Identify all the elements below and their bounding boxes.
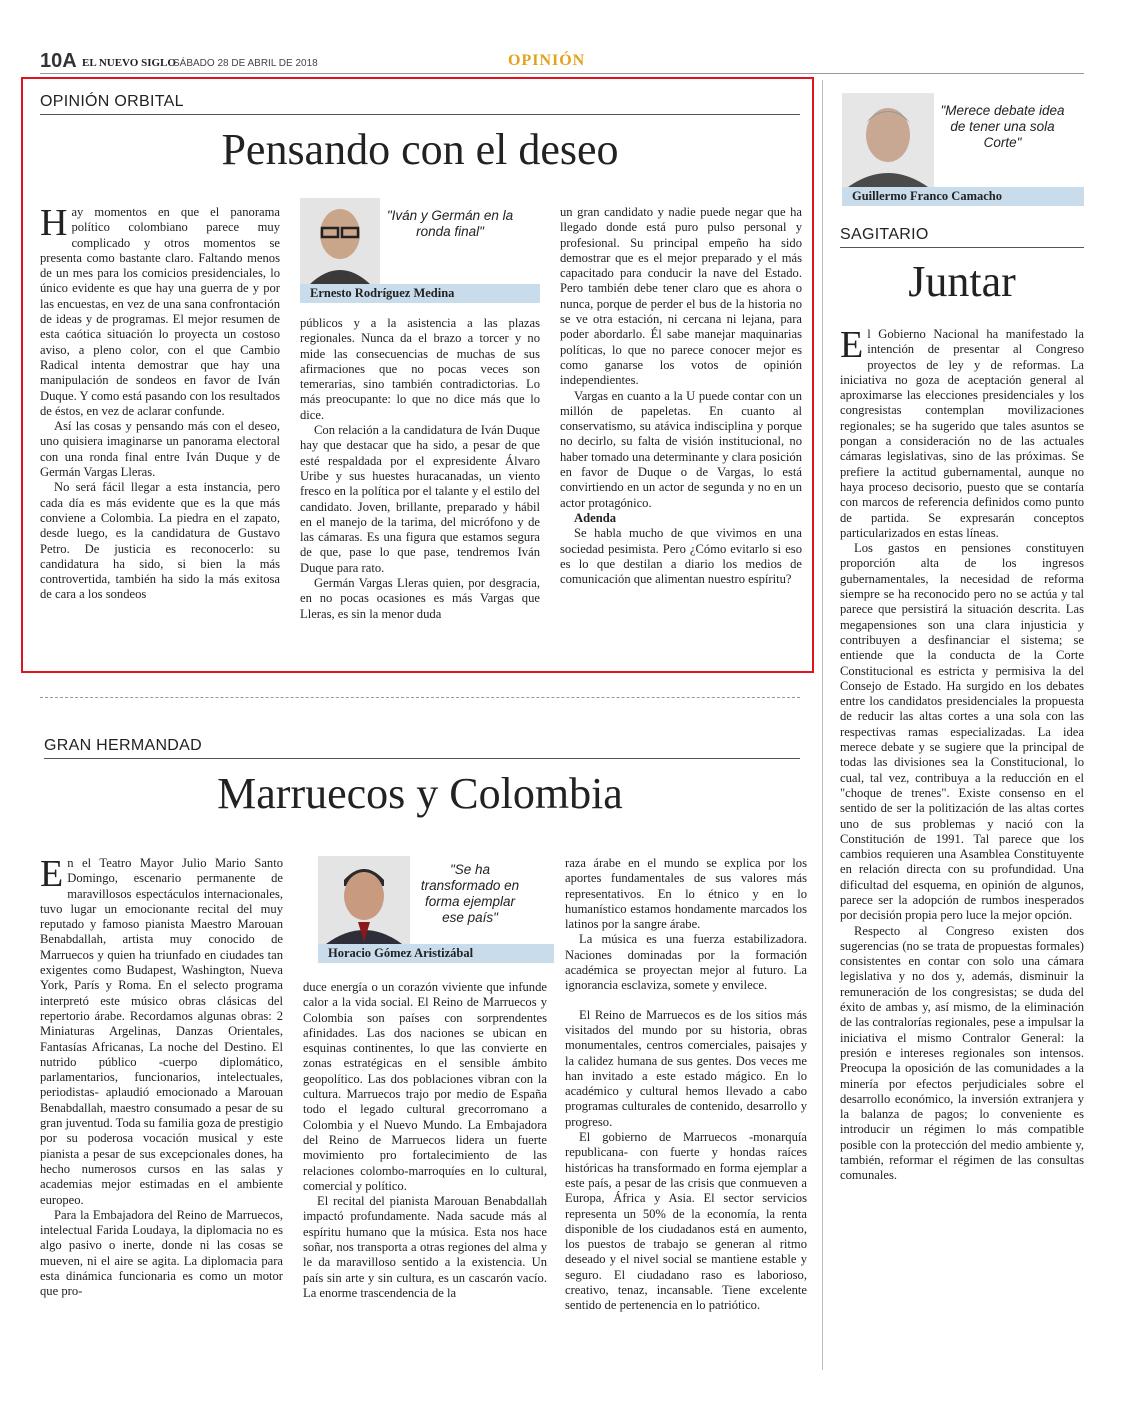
article2-kicker: GRAN HERMANDAD (44, 737, 202, 754)
adenda-heading: Adenda (574, 510, 616, 525)
article3-headline: Juntar (908, 257, 1016, 306)
paragraph: La música es una fuerza estabilizadora. Naciones dominadas por la formación académica se proyectan mejor al futuro. La ignorancia esclaviza, somete y envilece. (565, 932, 807, 993)
section-title: OPINIÓN (508, 52, 586, 69)
article2-column-2 (303, 980, 547, 1350)
portrait-graphic (842, 93, 934, 187)
article3-column (840, 327, 1084, 1362)
paragraph: Los gastos en pensiones constituyen proporción alta de los ingresos gubernamentales, la necesidad de reforma siempre se ha reconocido pero no se actúa y tal parece que persistirá la situación descrita. Las megapensiones son una clara injusticia y contribuyen a desfinanciar el sistema; se entiende que la conducta de la Corte Constitucional es estricta y permisiva la del Consejo de Estado. Ha surgido en los debates entre los candidatos presidenciales la propuesta de reducir las altas cortes a una sola con las respectivas ramas especializadas. La idea merece debate y se sugiere que la principal de todas las divisiones sea la Constitucional, lo cual, tal vez, contribuya a la reducción en el "choque de trenes". Existe consenso en el sentido de ser la politización de las altas cortes uno de sus problemas y nació con la Constitución de 1991. Tal parece que los cambios requieren una Asamblea Constituyente en relación directa con su profundidad. Una dificultad del esquema, en opinión de algunos, parece ser la adopción de rumbos inesperados por decisión propia pero luce la mejor opción. (840, 541, 1084, 923)
article3-author: Guillermo Franco Camacho (842, 187, 1084, 206)
author-photo (842, 93, 934, 187)
article1-pull-quote: "Iván y Germán en la ronda final" (386, 208, 514, 239)
portrait-graphic (318, 856, 410, 944)
portrait-graphic (300, 198, 380, 284)
article2-headline: Marruecos y Colombia (217, 769, 623, 818)
paragraph: Germán Vargas Lleras quien, por desgracia, en no pocas ocasiones es más Vargas que Lleras, es sin la menor duda (300, 576, 540, 621)
paragraph: Para la Embajadora del Reino de Marruecos, intelectual Farida Loudaya, la diplomacia no es algo pasivo o inerte, donde ni las cosas se mueven, ni el aire se agita. La diplomacia para esta dinámica funcionaria es como un motor que pro- (40, 1207, 283, 1299)
paragraph: Así las cosas y pensando más con el deseo, uno quisiera imaginarse un panorama electoral con una ronda final entre Iván Duque y de Germán Vargas Lleras. (40, 419, 280, 480)
column-rule (822, 80, 823, 1370)
article2-column-1 (40, 856, 283, 1350)
masthead-rule (40, 73, 1084, 74)
article1-column-1 (40, 205, 280, 657)
author-photo (300, 198, 380, 284)
article1-headline: Pensando con el deseo (221, 125, 619, 174)
article1-author: Ernesto Rodríguez Medina (300, 284, 540, 303)
section-divider (40, 697, 800, 698)
paragraph: El recital del pianista Marouan Benabdallah impactó profundamente. Nada sacude más al espíritu humano que la música. Esta nos hace soñar, nos transporta a otras regiones del alma y le da maravilloso sentido a la existencia. Un país sin arte y sin cultura, es un cascarón vacío. La enorme trascendencia de la (303, 1194, 547, 1300)
paragraph: públicos y a la asistencia a las plazas regionales. Nunca da el brazo a torcer y no mide las consecuencias de muchas de sus afirmaciones que no pocas veces son temerarias, sino también contradictorias. Lo más preocupante: lo que no dice más que lo dice. (300, 316, 540, 422)
paragraph: El gobierno de Marruecos -monarquía republicana- con fuerte y hondas raíces históricas ha transformado en forma ejemplar a este país, a pesar de las crisis que conmueven a Europa, África y Asia. El sector servicios representa un 50% de la economía, la renta disponible de los ciudadanos está en aumento, los puestos de trabajo se generan al ritmo deseado y el nivel social se mantiene estable y seguro. El ciudadano raso es laborioso, creativo, tenaz, incansable. Tiene excelente sentido de pertenencia en lo patriótico. (565, 1130, 807, 1313)
paragraph: raza árabe en el mundo se explica por los aportes fundamentales de sus valores más representativos. En lo étnico y en lo humanístico estamos hondamente marcados los latinos por la sangre árabe. (565, 856, 807, 932)
article1-kicker-rule (40, 114, 800, 115)
newspaper-name: EL NUEVO SIGLO (82, 57, 176, 69)
issue-date: SÁBADO 28 DE ABRIL DE 2018 (173, 58, 318, 69)
paragraph: ay momentos en que el panorama político colombiano parece muy complicado y otros momentos se presenta como bastante claro. Faltando menos de un mes para los comicios presidenciales, lo único evidente es que hay una guerra de y por las encuestas, en vez de una sana confrontación de ideas y de programas. El mejor resumen de esta caótica situación lo proyecta un costoso aviso, a pleno color, con el que Cambio Radical intenta demostrar que hay una manipulación de sondeos en favor de Iván Duque. Y como está pasando con los resultados de éstos, en vez de aclarar confunde. (40, 205, 280, 418)
drop-cap: E (40, 856, 64, 895)
drop-cap: H (40, 205, 68, 244)
masthead (40, 50, 1084, 72)
paragraph: un gran candidato y nadie puede negar que ha llegado donde está puro pulso personal y profesional. Su principal empeño ha sido demostrar que es el mejor preparado y el más capacitado para conducir la nave del Estado. Pero también debe tener claro que es ahora o nunca, porque de perder el bus de la historia no se ve otra estación, ni cercana ni lejana, para poder abordarlo. Él sabe manejar maquinarias políticas, lo que no parece conocer mejor es como ganarse los votos de opinión independientes. (560, 205, 802, 388)
article3-kicker: SAGITARIO (840, 226, 929, 243)
article2-pull-quote: "Se ha transformado en forma ejemplar ese país" (420, 862, 520, 925)
article1-column-3 (560, 205, 802, 657)
article1-column-2 (300, 316, 540, 656)
drop-cap: E (840, 327, 864, 366)
paragraph: duce energía o un corazón viviente que infunde calor a la vida social. El Reino de Marruecos y Colombia son países con sorprendentes afinidades. Las dos naciones se ubican en esquinas continentes, lo que las convierte en zonas estratégicas en el sensible ámbito geopolítico. Las dos poblaciones vibran con la cultura. Marruecos trajo por medio de España todo el legado cultural grecorromano a Colombia y el Nuevo Mundo. La Embajadora del Reino de Marruecos lidera un fuerte movimiento pro fortalecimiento de las relaciones colombo-marroquíes en lo cultural, comercial y político. (303, 980, 547, 1193)
paragraph: Vargas en cuanto a la U puede contar con un millón de papeletas. En cuanto al conservatismo, su atávica indisciplina y porque no decirlo, su falta de visión institucional, no haber tomado una determinante y clara posición en favor de Duque o de Vargas, lo está convirtiendo en un actor de segunda y no en un actor protagónico. (560, 388, 802, 510)
page-number: 10A (40, 50, 77, 72)
paragraph: Con relación a la candidatura de Iván Duque hay que destacar que ha sido, a pesar de que esté respaldada por el expresidente Álvaro Uribe y sus huestes huracanadas, un viento fresco en la política por el talante y el estilo del candidato. Joven, brillante, preparado y hábil en el manejo de la tarima, del micrófono y de las cámaras. Es una figura que estamos segura de que, pase lo que pase, tendremos Iván Duque para rato. (300, 423, 540, 575)
article3-kicker-rule (840, 247, 1084, 248)
article2-kicker-rule (44, 758, 800, 759)
paragraph: n el Teatro Mayor Julio Mario Santo Domingo, escenario permanente de maravillosos espectáculos internacionales, tuvo lugar un emocionante recital del muy reputado y famoso pianista Maestro Marouan Benabdallah, artista muy conocido de Marruecos y quien ha triunfado en ciudades tan exigentes como Budapest, Washington, Nueva York, París y Roma. En el selecto programa interpretó este músico obras clásicas del repertorio árabe. Recordamos algunas obras: 2 Miniaturas Argelinas, Danzas Orientales, Fantasías Africanas, La noche del Destino. El nutrido público -cuerpo diplomático, parlamentarios, funcionarios, intelectuales, periodistas- aplaudió emocionado a Marouan Benabdallah, maestro consumado a pesar de su gran juventud. Toda su familia goza de prestigio por su poderosa vocación musical y este pianista a pesar de sus excepcionales dones, ha hecho numerosos cursos en las salas y academias mejor estimadas en el ambiente europeo. (40, 856, 283, 1207)
paragraph: l Gobierno Nacional ha manifestado la intención de presentar al Congreso proyectos de ley y de reformas. La iniciativa no goza de aceptación general al aproximarse las elecciones presidenciales y los congresistas contemplan movilizaciones regionales; se ha sugerido que tales asuntos se pongan a consideración no de las actuales cámaras legislativas, sino de las próximas. Se prefiere la actitud gubernamental, aunque no haya proceso decisorio, puesto que se contaría con marcos de referencia definidos como punto de partida. Se expresarán conceptos particularizados en estas líneas. (840, 327, 1084, 540)
article1-kicker: OPINIÓN ORBITAL (40, 93, 184, 110)
paragraph: Se habla mucho de que vivimos en una sociedad pesimista. Pero ¿Cómo evitarlo si eso es lo que destilan a diario los medios de comunicación que alimentan nuestro espíritu? (560, 526, 802, 587)
paragraph: No será fácil llegar a esta instancia, pero cada día es más evidente que es la que más conviene a Colombia. La piedra en el zapato, desde luego, es la candidatura de Gustavo Petro. De justicia es reconocerlo: su candidatura ha sido, si bien la más controvertida, también ha sido la más exitosa de cara a los sondeos (40, 480, 280, 602)
article2-column-3 (565, 856, 807, 1350)
paragraph: Respecto al Congreso existen dos sugerencias (no se trata de propuestas formales) consistentes en contar con solo una cámara legislativa y no dos y, además, disminuir la remuneración de los congresistas; se duda del éxito de ambas y, así mismo, de la eliminación de las contralorías regionales, pese a impulsar la iniciativa el mismo Contralor General: la presión e intereses regionales son intensos. Preocupa la oposición de las comunidades a la minería por efectos perjudiciales sobre el desarrollo económico, la inversión extranjera y la balanza de pagos; lo conveniente es introducir un régimen lo más compatible posible con la protección del medio ambiente y, también, reformar el régimen de las consultas comunales. (840, 923, 1084, 1183)
author-photo (318, 856, 410, 944)
article2-author: Horacio Gómez Aristizábal (318, 944, 554, 963)
article3-pull-quote: "Merece debate idea de tener una sola Corte" (940, 103, 1065, 150)
paragraph: El Reino de Marruecos es de los sitios más visitados del mundo por su historia, obras monumentales, centros comerciales, paisajes y la calidez humana de sus gentes. Dos veces me han invitado a este estado mágico. En lo académico y cultural hemos llevado a cabo programas culturales de contenido, desarrollo y progreso. (565, 1007, 807, 1129)
